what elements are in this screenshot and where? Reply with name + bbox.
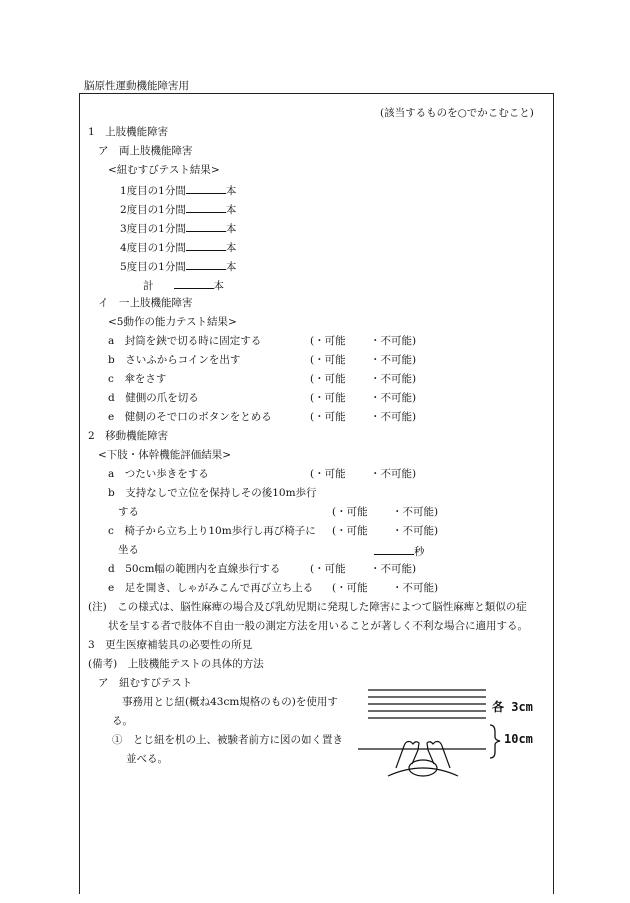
unit-label: 本 [225, 223, 237, 235]
section2-test-title: <下肢・体幹機能評価結果> [98, 449, 232, 461]
section2-heading: 2 移動機能障害 [88, 430, 169, 442]
option-impossible: ・不可能) [392, 506, 439, 518]
remarks-para1: 事務用とじ紐(概ね43cm規格のもの)を使用す [122, 696, 338, 708]
section1-a-heading: ア 両上肢機能障害 [98, 145, 193, 157]
blank-line [186, 258, 226, 270]
option-possible: (・可能 [310, 468, 346, 480]
remarks-para2-cont: 並べる。 [126, 753, 168, 765]
option-possible: (・可能 [310, 373, 346, 385]
option-impossible: ・不可能) [370, 468, 417, 480]
string-placement-figure [358, 680, 548, 784]
option-possible: (・可能 [310, 335, 346, 347]
option-possible: (・可能 [310, 354, 346, 366]
remarks-heading: (備考) 上肢機能テストの具体的方法 [88, 658, 264, 670]
ability-item-d: d 健側の爪を切る [108, 392, 199, 404]
ability-item-a: a 封筒を鋏で切る時に固定する [108, 335, 262, 347]
mobility-item-c-cont: 坐る [118, 544, 139, 556]
option-impossible: ・不可能) [370, 335, 417, 347]
knot-row-label: 5度目の1分間 [120, 261, 186, 273]
section1-b-heading: イ 一上肢機能障害 [98, 297, 193, 309]
knot-row-4 [120, 239, 236, 255]
unit-label: 秒 [414, 546, 425, 558]
option-impossible: ・不可能) [370, 563, 417, 575]
instruction-note: (該当するものを○でかこむこと) [380, 107, 534, 119]
remarks-sub: ア 紐むすびテスト [98, 677, 193, 689]
option-impossible: ・不可能) [370, 373, 417, 385]
option-possible: (・可能 [310, 411, 346, 423]
knot-row-1 [120, 182, 236, 198]
blank-line [174, 277, 214, 289]
unit-label: 本 [225, 204, 237, 216]
string-diagram [358, 680, 548, 780]
blank-line [186, 220, 226, 232]
knot-row-label: 2度目の1分間 [120, 204, 186, 216]
option-impossible: ・不可能) [370, 411, 417, 423]
blank-line [186, 201, 226, 213]
unit-label: 本 [225, 242, 237, 254]
remarks-para2: ① とじ紐を机の上、被験者前方に図の如く置き [112, 734, 343, 746]
remarks-para1-cont: る。 [112, 715, 133, 727]
hands-icon [388, 742, 458, 777]
blank-line [186, 182, 226, 194]
option-impossible: ・不可能) [370, 392, 417, 404]
note-line-2: 状を呈する者で肢体不自由一般の測定方法を用いることが著しく不利な場合に適用する。 [108, 620, 528, 632]
option-impossible: ・不可能) [392, 525, 439, 537]
figure-label-total: 10cm [504, 732, 533, 746]
figure-label-each: 各 3cm [492, 700, 533, 714]
ability-item-c: c 傘をさす [108, 373, 167, 385]
option-possible: (・可能 [332, 525, 368, 537]
mobility-item-c: c 椅子から立ち上り10m歩行し再び椅子に [108, 525, 316, 537]
option-possible: (・可能 [332, 506, 368, 518]
note-line-1: (注) この様式は、脳性麻痺の場合及び乳幼児期に発現した障害によつて脳性麻痺と類似の症 [88, 601, 527, 613]
ability-item-e: e 健側のそで口のボタンをとめる [108, 411, 272, 423]
section3-heading: 3 更生医療補装具の必要性の所見 [88, 639, 253, 651]
section1-a-test-title: <紐むすびテスト結果> [108, 164, 220, 176]
option-possible: (・可能 [332, 582, 368, 594]
page-title: 脳原性運動機能障害用 [84, 80, 189, 92]
blank-line [186, 239, 226, 251]
knot-row-total [143, 277, 224, 293]
option-possible: (・可能 [310, 563, 346, 575]
mobility-item-a: a つたい歩きをする [108, 468, 209, 480]
mobility-item-b: b 支持なしで立位を保持しその後10m歩行 [108, 487, 317, 499]
mobility-item-b-cont: する [118, 506, 139, 518]
mobility-item-d: d 50cm幅の範囲内を直線歩行する [108, 563, 281, 575]
unit-label: 本 [213, 280, 224, 292]
option-impossible: ・不可能) [370, 354, 417, 366]
ability-item-b: b さいふからコインを出す [108, 354, 241, 366]
knot-row-label: 3度目の1分間 [120, 223, 186, 235]
unit-label: 本 [225, 185, 237, 197]
knot-row-2 [120, 201, 236, 217]
option-possible: (・可能 [310, 392, 346, 404]
knot-row-label: 1度目の1分間 [120, 185, 186, 197]
section1-b-test-title: <5動作の能力テスト結果> [108, 316, 237, 328]
brace-icon [490, 725, 500, 758]
seconds-field [374, 543, 425, 559]
knot-row-label: 計 [143, 280, 154, 292]
knot-row-5 [120, 258, 236, 274]
mobility-item-e: e 足を開き、しゃがみこんで再び立ち上る [108, 582, 314, 594]
unit-label: 本 [225, 261, 237, 273]
section1-heading: 1 上肢機能障害 [88, 126, 169, 138]
option-impossible: ・不可能) [392, 582, 439, 594]
knot-row-label: 4度目の1分間 [120, 242, 186, 254]
blank-line [374, 543, 414, 555]
knot-row-3 [120, 220, 236, 236]
